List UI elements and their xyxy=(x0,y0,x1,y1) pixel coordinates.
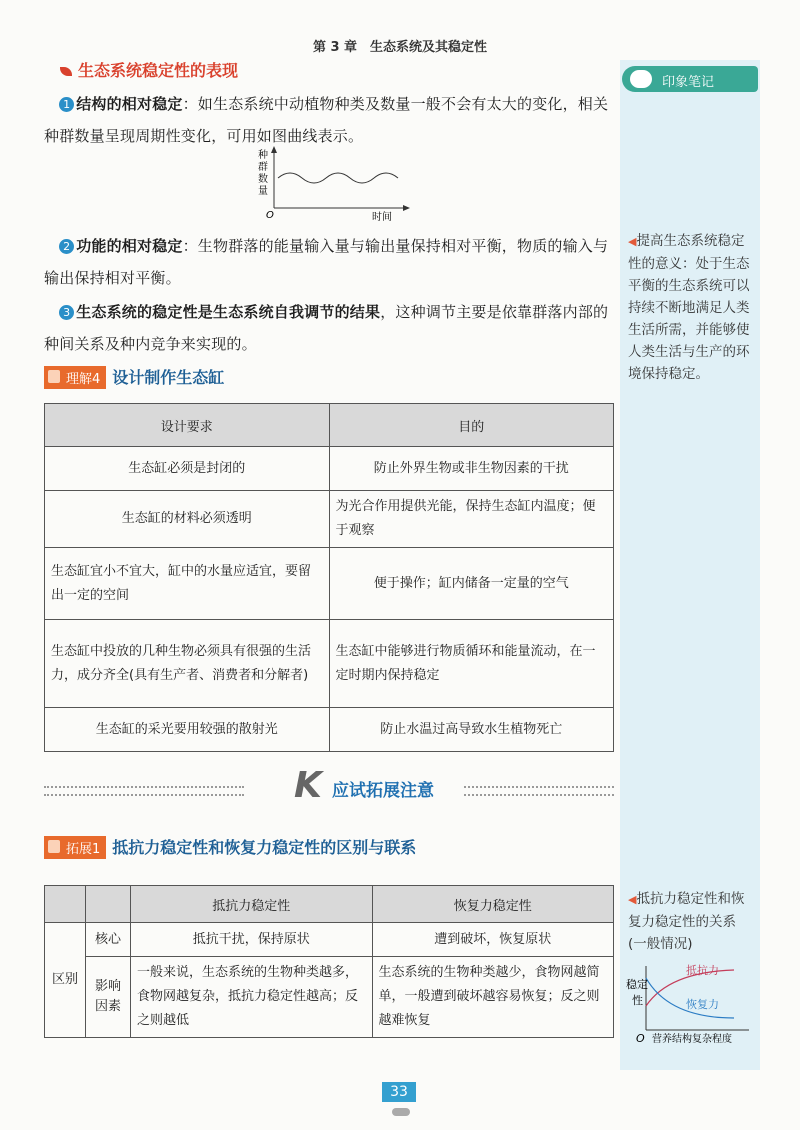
table-cell: 生态系统的生物种类越少，食物网越简单，一般遭到破坏越容易恢复；反之则越难恢复 xyxy=(372,957,614,1038)
extend1-badge: 拓展1 xyxy=(44,836,106,859)
row-label: 核心 xyxy=(86,923,131,957)
mini-xlabel: 营养结构复杂程度 xyxy=(652,1034,732,1045)
group-label: 区别 xyxy=(45,923,86,1038)
point-structure: 1 结构的相对稳定：如生态系统中动植物种类及数量一般不会有太大的变化，相关种群数量呈现周期性变化，可用如图曲线表示。 xyxy=(44,95,609,145)
table-cell: 防止外界生物或非生物因素的干扰 xyxy=(329,447,614,491)
population-chart xyxy=(254,146,414,224)
row-label: 影响因素 xyxy=(86,957,131,1038)
mini-curve1-label: 抵抗力 xyxy=(686,964,719,977)
ylabel-char-4: 量 xyxy=(258,186,268,197)
table-cell: 遭到破坏，恢复原状 xyxy=(372,923,614,957)
stability-table xyxy=(44,885,614,1038)
table-cell: 便于操作；缸内储备一定量的空气 xyxy=(329,548,614,620)
ylabel-char-3: 数 xyxy=(258,174,268,185)
section-title: 生态系统稳定性的表现 xyxy=(60,58,238,81)
banner-letter: K xyxy=(294,765,322,806)
table-cell: 生态缸宜小不宜大，缸中的水量应适宜，要留出一定的空间 xyxy=(45,548,330,620)
number-badge: 3 xyxy=(59,305,74,320)
number-badge: 2 xyxy=(59,239,74,254)
point-function: 2 功能的相对稳定：生物群落的能量输入量与输出量保持相对平衡，物质的输入与输出保持相对平衡。 xyxy=(44,237,609,287)
table-header: 恢复力稳定性 xyxy=(372,886,614,923)
table-cell: 生态缸的材料必须透明 xyxy=(45,491,330,548)
leaf-icon xyxy=(60,67,72,76)
ylabel-char-2: 群 xyxy=(258,162,268,173)
stability-relation-chart xyxy=(624,958,756,1050)
table-cell: 生态缸的采光要用较强的散射光 xyxy=(45,708,330,752)
mini-origin: O xyxy=(636,1032,645,1045)
table-cell: 为光合作用提供光能，保持生态缸内温度；便于观察 xyxy=(329,491,614,548)
chart-origin: O xyxy=(266,210,274,221)
number-badge: 1 xyxy=(59,97,74,112)
table-cell: 防止水温过高导致水生植物死亡 xyxy=(329,708,614,752)
table-cell: 生态缸必须是封闭的 xyxy=(45,447,330,491)
understand4-heading: 理解4 设计制作生态缸 xyxy=(44,365,224,389)
chart-xlabel: 时间 xyxy=(372,212,392,223)
population-curve xyxy=(278,173,398,183)
mini-curve2-label: 恢复力 xyxy=(686,998,719,1011)
table-header: 设计要求 xyxy=(45,404,330,447)
mini-ylabel-1: 稳定 xyxy=(626,978,648,991)
extend1-heading: 拓展1 抵抗力稳定性和恢复力稳定性的区别与联系 xyxy=(44,835,416,859)
table-header: 抵抗力稳定性 xyxy=(131,886,373,923)
understand4-badge: 理解4 xyxy=(44,366,106,389)
table-cell: 生态缸中投放的几种生物必须具有很强的生活力，成分齐全(具有生产者、消费者和分解者) xyxy=(45,620,330,708)
ylabel-char-1: 种 xyxy=(258,150,268,161)
side-note-relation: ◀抵抗力稳定性和恢复力稳定性的关系(一般情况) xyxy=(628,891,745,952)
mini-ylabel-2: 性 xyxy=(632,994,643,1007)
ecosphere-table xyxy=(44,403,614,752)
chapter-header: 第 3 章 生态系统及其稳定性 xyxy=(312,40,488,55)
side-note-significance: ◀提高生态系统稳定性的意义：处于生态平衡的生态系统可以持续不断地满足人类生活所需，并能够使人类生活与生产的环境保持稳定。 xyxy=(628,233,750,382)
elephant-icon xyxy=(630,70,652,88)
banner-title: 应试拓展注意 xyxy=(332,781,434,801)
triangle-icon: ◀ xyxy=(628,893,637,906)
table-header: 目的 xyxy=(329,404,614,447)
notes-tab-label: 印象笔记 xyxy=(662,75,715,90)
table-cell: 一般来说，生态系统的生物种类越多，食物网越复杂，抵抗力稳定性越高；反之则越低 xyxy=(131,957,373,1038)
page-number: 33 xyxy=(382,1082,416,1102)
notes-tab xyxy=(622,66,758,92)
table-cell: 抵抗干扰，保持原状 xyxy=(131,923,373,957)
triangle-icon: ◀ xyxy=(628,235,637,248)
table-cell: 生态缸中能够进行物质循环和能量流动，在一定时期内保持稳定 xyxy=(329,620,614,708)
exam-banner xyxy=(44,765,614,806)
point-self-regulation: 3 生态系统的稳定性是生态系统自我调节的结果，这种调节主要是依靠群落内部的种间关系及种内竞争来实现的。 xyxy=(44,303,609,353)
bird-icon xyxy=(392,1108,410,1116)
